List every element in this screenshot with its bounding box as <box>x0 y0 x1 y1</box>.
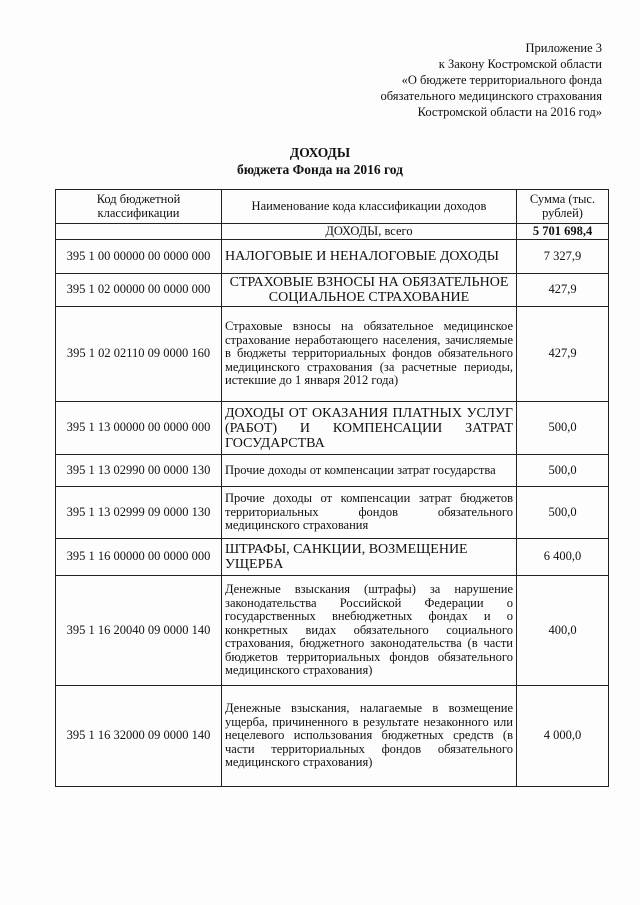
appendix-line: «О бюджете территориального фонда <box>401 73 602 87</box>
appendix-block <box>380 40 602 120</box>
total-row <box>56 224 609 240</box>
row-name: ШТРАФЫ, САНКЦИИ, ВОЗМЕЩЕНИЕ УЩЕРБА <box>222 539 517 576</box>
table-row <box>56 686 609 787</box>
header-name: Наименование кода классификации доходов <box>222 190 517 224</box>
title-main: ДОХОДЫ <box>289 145 351 160</box>
total-code <box>56 224 222 240</box>
row-name: ДОХОДЫ ОТ ОКАЗАНИЯ ПЛАТНЫХ УСЛУГ (РАБОТ) И КОМПЕНСАЦИИ ЗАТРАТ ГОСУДАРСТВА <box>222 402 517 455</box>
row-sum: 400,0 <box>517 576 609 686</box>
table-row <box>56 576 609 686</box>
table-row <box>56 274 609 307</box>
row-code: 395 1 13 02999 09 0000 130 <box>56 487 222 539</box>
row-sum: 500,0 <box>517 455 609 487</box>
row-sum: 500,0 <box>517 487 609 539</box>
row-name: Страховые взносы на обязательное медицинское страхование неработающего населения, зачисляемые в бюджеты территориальных фондов обязательного медицинского страхования (за расчетные периоды, истекшие до 1 января 2012 года) <box>222 307 517 402</box>
table-row <box>56 307 609 402</box>
appendix-line: Костромской области на 2016 год» <box>417 105 602 119</box>
row-code: 395 1 13 02990 00 0000 130 <box>56 455 222 487</box>
row-name: СТРАХОВЫЕ ВЗНОСЫ НА ОБЯЗАТЕЛЬНОЕ СОЦИАЛЬНОЕ СТРАХОВАНИЕ <box>222 274 517 307</box>
appendix-line: обязательного медицинского страхования <box>380 89 602 103</box>
row-code: 395 1 13 00000 00 0000 000 <box>56 402 222 455</box>
row-name: НАЛОГОВЫЕ И НЕНАЛОГОВЫЕ ДОХОДЫ <box>222 240 517 274</box>
appendix-line: Приложение 3 <box>525 41 602 55</box>
row-sum: 427,9 <box>517 274 609 307</box>
row-sum: 7 327,9 <box>517 240 609 274</box>
row-sum: 427,9 <box>517 307 609 402</box>
row-code: 395 1 16 20040 09 0000 140 <box>56 576 222 686</box>
title-sub: бюджета Фонда на 2016 год <box>237 162 403 177</box>
table-row <box>56 240 609 274</box>
appendix-line: к Закону Костромской области <box>438 57 602 71</box>
header-code: Код бюджетной классификации <box>56 190 222 224</box>
row-code: 395 1 02 00000 00 0000 000 <box>56 274 222 307</box>
row-code: 395 1 16 00000 00 0000 000 <box>56 539 222 576</box>
row-code: 395 1 02 02110 09 0000 160 <box>56 307 222 402</box>
row-sum: 4 000,0 <box>517 686 609 787</box>
table-row <box>56 402 609 455</box>
total-name: ДОХОДЫ, всего <box>222 224 517 240</box>
table-row <box>56 539 609 576</box>
row-code: 395 1 16 32000 09 0000 140 <box>56 686 222 787</box>
document-title <box>0 144 640 178</box>
row-sum: 6 400,0 <box>517 539 609 576</box>
revenue-table <box>55 189 609 787</box>
row-code: 395 1 00 00000 00 0000 000 <box>56 240 222 274</box>
row-sum: 500,0 <box>517 402 609 455</box>
table-row <box>56 487 609 539</box>
header-sum: Сумма (тыс. рублей) <box>517 190 609 224</box>
row-name: Денежные взыскания (штрафы) за нарушение законодательства Российской Федерации о государственных внебюджетных фондах и о конкретных видах обязательного социального страхования, бюджетного законодательства (в части бюджетов территориальных фондов обязательного медицинского страхования) <box>222 576 517 686</box>
total-sum: 5 701 698,4 <box>517 224 609 240</box>
row-name: Денежные взыскания, налагаемые в возмещение ущерба, причиненного в результате незаконного или нецелевого использования бюджетных средств (в части территориальных фондов обязательного медицинского страхования) <box>222 686 517 787</box>
row-name: Прочие доходы от компенсации затрат бюджетов территориальных фондов обязательного медицинского страхования <box>222 487 517 539</box>
table-row <box>56 455 609 487</box>
table-header-row <box>56 190 609 224</box>
row-name: Прочие доходы от компенсации затрат государства <box>222 455 517 487</box>
